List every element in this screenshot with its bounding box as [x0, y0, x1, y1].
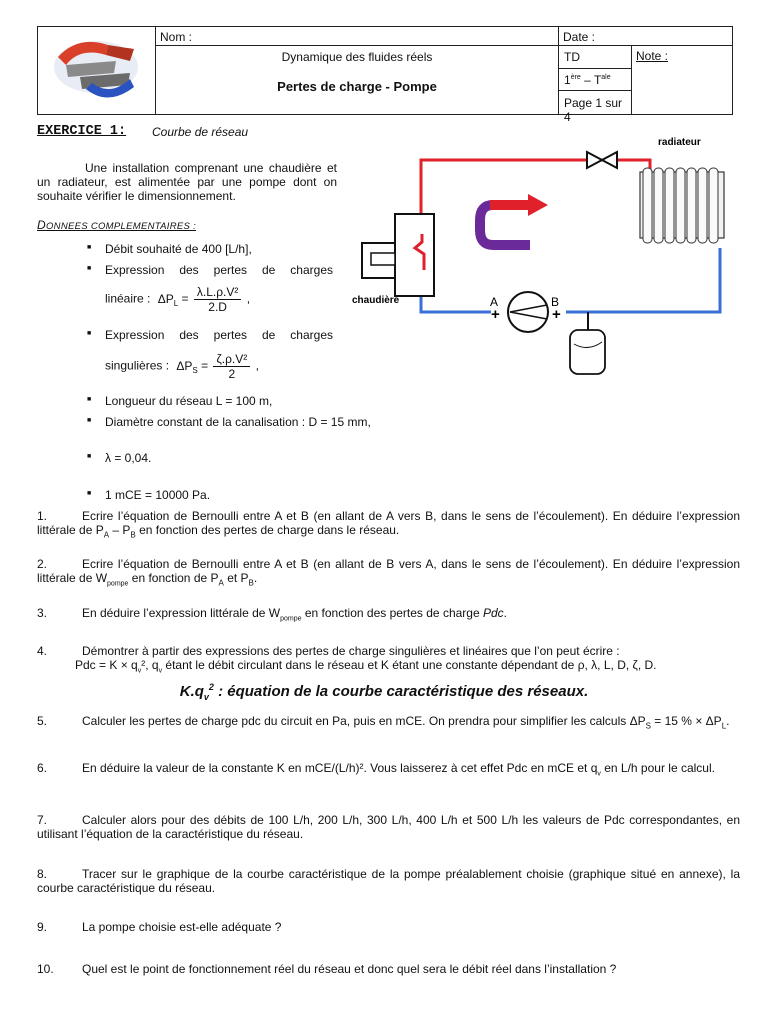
question-number: 6.	[37, 761, 48, 775]
cold-pipe	[566, 248, 720, 312]
singular-sub: S	[192, 366, 198, 376]
flow-arrow-icon	[480, 194, 548, 245]
boiler-icon	[362, 214, 434, 296]
question-4: 4. Démontrer à partir des expressions des pertes de charge singulières et linéaires que l’on peut écrire : Pdc = $K \times q_v^2$, $q_v$ étant le débit circulant dans le réseau et K étant une constante dépendant de ρ, λ, L, D, ζ, D.	[37, 644, 740, 678]
linear-sub: L	[173, 299, 179, 309]
name-field	[156, 27, 559, 46]
name-label: Nom :	[160, 30, 193, 44]
singular-denominator: 2	[228, 367, 236, 381]
bullet-icon: ■	[87, 453, 92, 460]
level-sup-2: ale	[601, 74, 611, 81]
singular-numerator: ζ.ρ.V²	[213, 352, 250, 367]
question-7	[37, 813, 740, 841]
document-title: Pertes de charge - Pompe	[277, 79, 437, 94]
section-heading-initial: D	[37, 218, 46, 232]
level-cell	[559, 69, 632, 91]
date-field	[559, 27, 732, 46]
question-2: 2. Ecrire l’équation de Bernoulli entre A et B (en allant de B vers A, dans le sens de l’écoulement). En déduire l’expression littérale de $W_{pompe}$ en fonction de $P_A$ et $P_B$.	[37, 557, 740, 588]
td-cell	[559, 46, 632, 69]
singular-label: singulières :	[105, 358, 170, 373]
question-9-text: La pompe choisie est-elle adéquate ?	[82, 920, 282, 934]
plus-icon: +	[552, 306, 561, 323]
linear-fraction	[194, 285, 242, 314]
bullet-icon: ■	[87, 417, 92, 424]
exercise-intro: Une installation comprenant une chaudière et un radiateur, est alimentée par une pompe dont on souhaite vérifier le dimensionnement.	[37, 161, 337, 203]
boiler-label: chaudière	[352, 295, 400, 306]
given-length: Longueur du réseau L = 100 m,	[105, 394, 273, 408]
question-number: 7.	[37, 813, 48, 827]
question-number: 3.	[37, 606, 48, 620]
valve-icon	[587, 152, 617, 168]
level-mid: – T	[580, 73, 602, 87]
given-linear-heading: Expression des pertes de charges	[105, 263, 333, 277]
question-number: 1.	[37, 509, 48, 523]
level-sup-1: ère	[570, 74, 581, 81]
linear-denominator: 2.D	[208, 300, 227, 314]
question-3: 3. En déduire l’expression littérale de $W_{pompe}$ en fonction des pertes de charge Pdc.	[37, 606, 507, 623]
page-cell	[559, 91, 632, 124]
td-label: TD	[564, 50, 580, 64]
hot-pipe	[421, 160, 615, 234]
note-label: Note :	[636, 49, 669, 63]
radiator-icon	[640, 168, 724, 243]
question-number: 5.	[37, 714, 48, 728]
expansion-tank-icon	[570, 312, 605, 374]
given-mce: 1 mCE = 10000 Pa.	[105, 488, 211, 502]
title-cell	[156, 46, 559, 114]
plus-icon: +	[491, 306, 500, 323]
network-curve-heading: $K.q_v^2$ : équation de la courbe caractéristique des réseaux.	[179, 682, 589, 702]
question-number: 10.	[37, 962, 54, 976]
question-number: 2.	[37, 557, 48, 571]
header-table	[37, 26, 733, 124]
question-number: 8.	[37, 867, 48, 881]
singular-tail: ,	[255, 358, 259, 373]
question-10-text: Quel est le point de fonctionnement réel du réseau et donc quel sera le débit réel dans l’installation ?	[82, 962, 617, 976]
bullet-icon: ■	[87, 490, 92, 497]
level-num-1: 1	[564, 73, 571, 87]
section-heading	[37, 218, 196, 232]
singular-lhs: ΔP	[176, 358, 193, 373]
installation-diagram	[340, 130, 750, 380]
section-heading-rest: ONNEES COMPLEMENTAIRES :	[45, 221, 197, 232]
linear-label: linéaire :	[105, 291, 151, 306]
linear-lhs: ΔP	[157, 291, 174, 306]
bullet-icon: ■	[87, 396, 92, 403]
radiator-label: radiateur	[658, 137, 701, 148]
question-number: 4.	[37, 644, 48, 658]
logo-cell	[38, 27, 156, 114]
note-cell	[632, 46, 732, 114]
given-diameter: Diamètre constant de la canalisation : D = 15 mm,	[105, 415, 371, 429]
exercise-title: EXERCICE 1:	[37, 124, 127, 139]
question-9	[37, 920, 740, 934]
pump-icon	[508, 292, 548, 332]
date-label: Date :	[563, 30, 596, 44]
exercise-subtitle: Courbe de réseau	[152, 125, 249, 139]
question-number: 9.	[37, 920, 48, 934]
question-1: 1. Ecrire l’équation de Bernoulli entre A et B (en allant de A vers B, dans le sens de l’écoulement). En déduire l’expression littérale de $P_A - P_B$ en fonction des pertes de charge dans le réseau.	[37, 509, 740, 540]
question-6: 6. En déduire la valeur de la constante K en mCE/(L/h)². Vous laisserez à cet effet Pdc en mCE et $q_v$ en L/h pour le calcul.	[37, 761, 715, 778]
course-title: Dynamique des fluides réels	[281, 50, 433, 64]
bullet-icon: ■	[87, 330, 92, 337]
given-singular-heading: Expression des pertes de charges	[105, 328, 333, 342]
page-number: Page 1 sur 4	[564, 96, 623, 124]
linear-numerator: λ.L.ρ.V²	[194, 285, 242, 300]
given-lambda: λ = 0,04.	[105, 451, 152, 465]
point-a-label: A	[490, 295, 499, 309]
question-5: 5. Calculer les pertes de charge pdc du circuit en Pa, puis en mCE. On prendra pour simplifier les calculs $\Delta P_S = 15$ % × $\Delta P_L$.	[37, 714, 730, 731]
question-8-text: Tracer sur le graphique de la courbe caractéristique de la pompe préalablement choisie (graphique situé en annexe), la courbe caractéristique du réseau.	[37, 867, 740, 895]
question-7-text: Calculer alors pour des débits de 100 L/h, 200 L/h, 300 L/h, 400 L/h et 500 L/h les valeurs de Pdc correspondantes, en utilisant l’équation de la caractéristique du réseau.	[37, 813, 740, 841]
logo-image	[38, 27, 155, 114]
question-10	[37, 962, 740, 976]
given-linear-formula: linéaire : $\Delta P_L$ = $\frac{\text{λ.L.ρ.V²}}{2.D}$ ,	[105, 285, 251, 314]
bullet-icon: ■	[87, 265, 92, 272]
given-flow: Débit souhaité de 400 [L/h],	[105, 242, 252, 256]
question-8	[37, 867, 740, 895]
given-singular-formula: singulières : $\Delta P_S$ = $\frac{\text{ζ.ρ.V²}}{2}$ ,	[105, 352, 259, 381]
bullet-icon: ■	[87, 244, 92, 251]
singular-fraction	[213, 352, 250, 381]
question-4-text: Démontrer à partir des expressions des pertes de charge singulières et linéaires que l’on peut écrire :	[82, 644, 620, 658]
point-b-label: B	[551, 295, 560, 309]
linear-tail: ,	[246, 291, 251, 306]
